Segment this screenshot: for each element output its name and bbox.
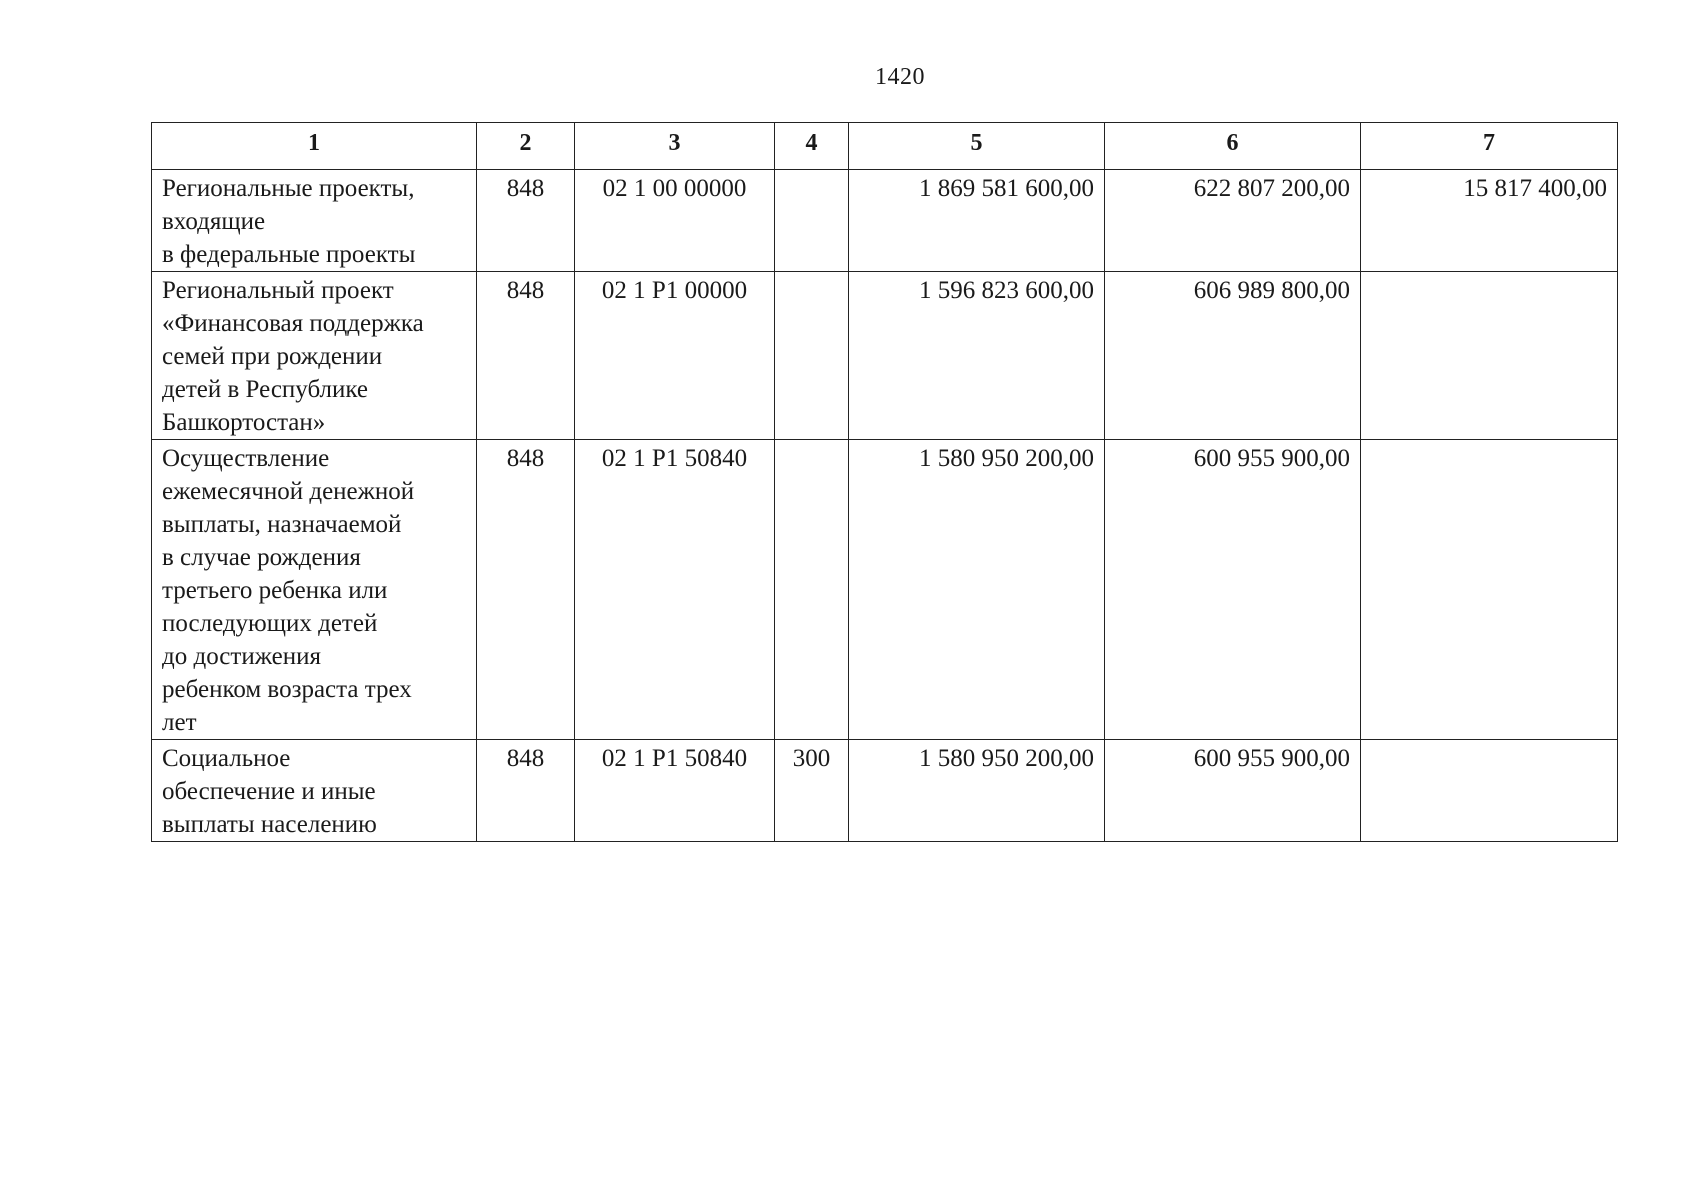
amount-col-7-cell — [1361, 440, 1618, 740]
expense-type-cell — [775, 170, 849, 272]
header-col-3: 3 — [575, 123, 775, 170]
name-line: ежемесячной денежной — [162, 478, 415, 505]
header-col-2: 2 — [477, 123, 575, 170]
name-line: Региональный проект — [162, 277, 394, 304]
expense-type-cell — [775, 272, 849, 440]
name-line: Осуществление — [162, 445, 330, 472]
expense-type-cell — [775, 440, 849, 740]
name-line: ребенком возраста трех — [162, 676, 412, 703]
name-line: семей при рождении — [162, 343, 383, 370]
header-col-7: 7 — [1361, 123, 1618, 170]
page-number: 1420 — [875, 64, 925, 90]
amount-col-6-cell: 600 955 900,00 — [1105, 440, 1361, 740]
name-line: до достижения — [162, 643, 322, 670]
target-article-cell: 02 1 00 00000 — [575, 170, 775, 272]
amount-col-5-cell: 1 580 950 200,00 — [849, 740, 1105, 842]
name-line: в случае рождения — [162, 544, 361, 571]
row-name-cell — [152, 740, 477, 842]
header-col-6: 6 — [1105, 123, 1361, 170]
target-article-cell: 02 1 P1 50840 — [575, 740, 775, 842]
row-name-cell — [152, 440, 477, 740]
table-row — [152, 170, 1618, 272]
ministry-code-cell: 848 — [477, 170, 575, 272]
table-row — [152, 740, 1618, 842]
name-line: Башкортостан» — [162, 409, 326, 436]
name-line: детей в Республике — [162, 376, 369, 403]
table-row — [152, 272, 1618, 440]
header-col-5: 5 — [849, 123, 1105, 170]
expense-type-cell: 300 — [775, 740, 849, 842]
name-line: Региональные проекты, — [162, 175, 415, 202]
header-row — [152, 123, 1618, 170]
name-line: входящие — [162, 208, 266, 235]
ministry-code-cell: 848 — [477, 272, 575, 440]
row-name-cell — [152, 272, 477, 440]
name-line: в федеральные проекты — [162, 241, 416, 268]
name-line: Социальное — [162, 745, 291, 772]
name-line: третьего ребенка или — [162, 577, 388, 604]
name-line: выплаты, назначаемой — [162, 511, 402, 538]
name-line: «Финансовая поддержка — [162, 310, 424, 337]
amount-col-7-cell — [1361, 740, 1618, 842]
amount-col-7-cell: 15 817 400,00 — [1361, 170, 1618, 272]
name-line: обеспечение и иные — [162, 778, 376, 805]
name-line: выплаты населению — [162, 811, 377, 838]
table-row — [152, 440, 1618, 740]
row-name-cell — [152, 170, 477, 272]
amount-col-5-cell: 1 869 581 600,00 — [849, 170, 1105, 272]
amount-col-5-cell: 1 580 950 200,00 — [849, 440, 1105, 740]
name-line: последующих детей — [162, 610, 378, 637]
budget-table — [151, 122, 1618, 842]
target-article-cell: 02 1 P1 50840 — [575, 440, 775, 740]
amount-col-6-cell: 600 955 900,00 — [1105, 740, 1361, 842]
amount-col-7-cell — [1361, 272, 1618, 440]
amount-col-5-cell: 1 596 823 600,00 — [849, 272, 1105, 440]
amount-col-6-cell: 622 807 200,00 — [1105, 170, 1361, 272]
header-col-1: 1 — [152, 123, 477, 170]
ministry-code-cell: 848 — [477, 440, 575, 740]
target-article-cell: 02 1 P1 00000 — [575, 272, 775, 440]
ministry-code-cell: 848 — [477, 740, 575, 842]
header-col-4: 4 — [775, 123, 849, 170]
amount-col-6-cell: 606 989 800,00 — [1105, 272, 1361, 440]
name-line: лет — [162, 709, 197, 736]
